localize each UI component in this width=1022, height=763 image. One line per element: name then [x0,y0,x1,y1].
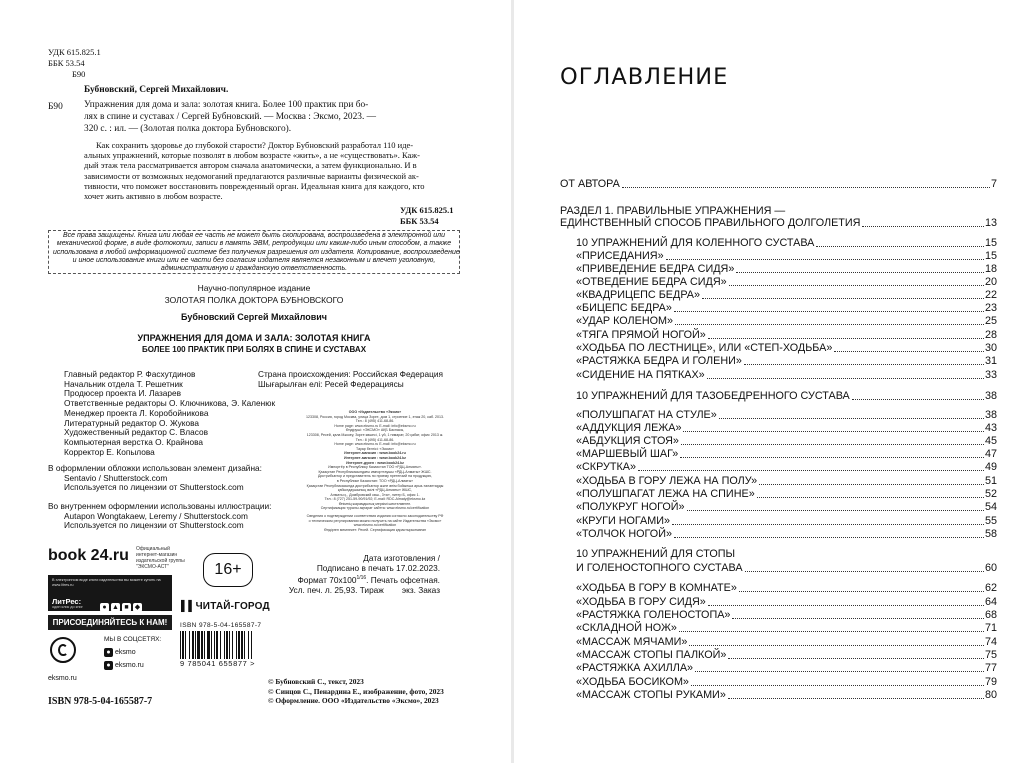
copyright-line: © Бубновский С., текст, 2023 [268,677,364,686]
rights-line: механической форме, в виде фотокопии, записи в память ЭВМ, репродукции или каким-либо иным способом, а также [56,240,452,248]
copyright-lines [268,677,444,706]
book-subtitle: БОЛЕЕ 100 ПРАКТИК ПРИ БОЛЯХ В СПИНЕ И СУСТАВАХ [141,345,367,354]
toc-entry[interactable] [576,562,997,574]
toc-entry-title: «ТОЛЧОК НОГОЙ» [576,528,672,540]
inner-credit-line: Autapon Wongtakaew, Leremy / Shutterstock.com [64,510,248,521]
credits-list [64,370,275,457]
toc-entry-title: 10 УПРАЖНЕНИЙ ДЛЯ КОЛЕННОГО СУСТАВА [576,237,815,249]
toc-entry-page: 62 [984,582,997,594]
publisher-line: 123308, Россия, город Москва, улица Зорге, дом 1, строение 1, этаж 20, каб. 2013. [306,414,444,419]
toc-entry[interactable] [576,315,997,327]
toc-entry-title: «ПРИСЕДАНИЯ» [576,250,664,262]
toc-entry-line1: РАЗДЕЛ 1. ПРАВИЛЬНЫЕ УПРАЖНЕНИЯ — [560,205,786,217]
toc-entry[interactable] [576,263,997,275]
toc-entry-page: 58 [984,528,997,540]
toc-entry[interactable] [560,217,997,229]
toc-entry-page: 33 [984,369,997,381]
publisher-line: в Республике Казахстан: ТОО «РДЦ-Алматы» [336,478,414,483]
toc-leader [732,618,984,619]
toc-leader [862,226,984,227]
toc-entry-title: 10 УПРАЖНЕНИЙ ДЛЯ ТАЗОБЕДРЕННОГО СУСТАВА [576,390,850,402]
book24-desc-line: издательской группы [136,558,185,564]
date-made: Дата изготовления / [363,553,440,563]
book-title: УПРАЖНЕНИЯ ДЛЯ ДОМА И ЗАЛА: ЗОЛОТАЯ КНИГА [137,333,371,343]
toc-entry-title: «ХОДЬБА ПО ЛЕСТНИЦЕ», ИЛИ «СТЕП-ХОДЬБА» [576,342,833,354]
publisher-line: Дистрибьютор и представитель по приему претензий на продукцию, [317,474,433,479]
toc-entry-title: «АДДУКЦИЯ ЛЕЖА» [576,422,682,434]
signed-date: Подписано в печать 17.02.2023. [316,563,440,574]
eksmo-logo-icon [50,637,76,663]
credit-line: Литературный редактор О. Жукова [64,417,200,428]
toc-entry[interactable] [576,636,997,648]
toc-entry[interactable] [576,622,997,634]
toc-entry-page: 71 [984,622,997,634]
toc-entry-title: «РАСТЯЖКА АХИЛЛА» [576,662,694,674]
toc-entry-title: «МАССАЖ СТОПЫ ПАЛКОЙ» [576,649,727,661]
toc-entry-page: 77 [984,662,997,674]
toc-entry[interactable] [576,250,997,262]
toc-leader [757,497,984,498]
book24-logo: book 24.ru [48,547,129,564]
toc-entry-title: «АБДУКЦИЯ СТОЯ» [576,435,679,447]
social-site-label: eksmo.ru [115,662,144,669]
toc-entry-title: «СИДЕНИЕ НА ПЯТКАХ» [576,369,705,381]
cover-credit-line: Sentavio / Shutterstock.com [64,472,168,483]
toc-leader [695,671,984,672]
toc-entry[interactable] [576,237,997,249]
bbk-code-bottom: ББК 53.54 [400,216,439,226]
toc-entry[interactable] [576,390,997,402]
publisher-line: www.eksmo.ru/certification [353,523,397,528]
publisher-line: Интернет-магазин : www.book24.kz [344,455,406,460]
publisher-line: Тел.: 8 (727) 251-59-90/91/92; E-mail: RDC-Almaty@eksmo.kz [324,497,426,502]
toc-page [514,0,1022,763]
toc-leader [672,524,984,525]
cover-credit-line: В оформлении обложки использован элемент дизайна: [48,463,262,473]
toc-entry[interactable] [576,409,997,421]
toc-entry-title: «ХОДЬБА В ГОРУ СИДЯ» [576,596,706,608]
toc-leader [728,698,984,699]
toc-entry-title: «МАССАЖ МЯЧАМИ» [576,636,688,648]
toc-entry[interactable] [576,422,997,434]
rights-line: и иное использование книги или ее части без согласия издателя является незаконным и влечет уголовную, [72,256,436,264]
toc-entry-title: «ПОЛУКРУГ НОГОЙ» [576,501,685,513]
annotation-line: хочет жить активно в любом возрасте. [84,191,223,202]
publisher-line: Тел.: 8 (495) 411-68-86. [355,437,395,442]
toc-entry-page: 15 [984,250,997,262]
toc-entry-title: «КРУГИ НОГАМИ» [576,515,671,527]
toc-entry-page: 43 [984,422,997,434]
annotation-line: альных упражнений, которые позволят в любом возрасте «жить», а не «существовать». Каж- [84,150,420,161]
social-vk-label: eksmo [115,649,136,656]
publisher-line: Импортёр в Республику Казахстан ТОО «РДЦ-Алматы». [328,465,422,470]
toc-leader [638,470,984,471]
toc-leader [666,259,984,260]
toc-entry-page: 38 [984,409,997,421]
publisher-line: Тел.: 8 (495) 411-68-86. [355,419,395,424]
toc-entry-title: ЕДИНСТВЕННЫЙ СПОСОБ ПРАВИЛЬНОГО ДОЛГОЛЕТИЯ [560,217,861,229]
toc-entry-page: 80 [984,689,997,701]
toc-leader [681,444,984,445]
catalog-bib-line-1: Упражнения для дома и зала: золотая книга. Более 100 практик при бо- [84,100,369,110]
toc-leader [683,431,984,432]
bookshelf-icon: ▌▌ [181,601,196,612]
toc-entry-title: «ХОДЬБА БОСИКОМ» [576,676,689,688]
publisher-line: Сведения о подтверждении соответствия издания согласно законодательству РФ [306,514,444,519]
book24-desc-line: интернет-магазин [136,552,178,558]
cover-credit [48,464,262,493]
publisher-line: Өндірген мемлекет: Ресей. Сертификация қарастырылмаған [324,527,426,532]
isbn: ISBN 978-5-04-165587-7 [48,696,153,707]
credit-line: Компьютерная верстка О. Крайнова [64,436,204,447]
toc-leader [674,537,984,538]
barcode [180,631,268,659]
rights-line: административную и гражданскую ответственность. [160,265,348,273]
toc-entry-title: «ХОДЬБА В ГОРУ ЛЕЖА НА ПОЛУ» [576,475,758,487]
publisher-line: Home page: www.eksmo.ru E-mail: info@eksmo.ru [334,442,416,447]
copyright-line: © Синцов С., Пенардина Е., изображение, фото, 2023 [268,686,444,696]
toc-leader [679,631,984,632]
toc-leader [691,685,984,686]
toc-leader [708,338,984,339]
toc-entry-page: 68 [984,609,997,621]
toc-entry-page: 74 [984,636,997,648]
publisher-line: о техническом регулировании можно получить на сайте Издательства «Эксмо» [308,518,442,523]
toc-entry[interactable] [576,609,997,621]
toc-leader [674,311,984,312]
print-type: . Печать офсетная. [366,575,440,586]
usl-text: Усл. печ. л. 25,93. Тираж [288,585,384,596]
toc-entry-title: «БИЦЕПС БЕДРА» [576,302,672,314]
catalog-bib-line-2: лях в спине и суставах / Сергей Бубновский. — Москва : Эксмо, 2023. — [84,112,377,122]
credit-line: Главный редактор Р. Фасхутдинов [64,369,196,379]
toc-entry-line1: 10 УПРАЖНЕНИЙ ДЛЯ СТОПЫ [576,548,736,560]
toc-entry-title: «ПОЛУШПАГАТ ЛЕЖА НА СПИНЕ» [576,488,755,500]
toc-entry-title: «ОТВЕДЕНИЕ БЕДРА СИДЯ» [576,276,727,288]
inner-credit-line: Во внутреннем оформлении использованы иллюстрации: [48,501,272,511]
toc-entry[interactable] [576,676,997,688]
toc-entry-title: ОТ АВТОРА [560,178,620,190]
toc-entry-page: 52 [984,488,997,500]
toc-leader [816,246,984,247]
chitay-gorod-label: ЧИТАЙ-ГОРОД [195,601,270,612]
vk-icon: ● [104,648,113,657]
toc-entry[interactable] [576,461,997,473]
litres-logo: ЛитРес: [52,597,82,606]
format-text: Формат 70х100 [297,575,357,586]
toc-entry[interactable] [576,515,997,527]
toc-leader [744,364,984,365]
social-title: МЫ В СОЦСЕТЯХ: [104,636,162,643]
join-us-banner: ПРИСОЕДИНЯЙТЕСЬ К НАМ! [48,615,172,630]
toc-entry[interactable] [576,501,997,513]
toc-entry-page: 75 [984,649,997,661]
book24-desc-line: "ЭКСМО-АСТ" [136,564,169,570]
publisher-line: ООО «Издательство «Эксмо» [348,410,402,414]
toc-entry[interactable] [576,355,997,367]
toc-entry-page: 25 [984,315,997,327]
toc-entry-page: 7 [990,178,997,190]
toc-entry[interactable] [576,435,997,447]
publisher-line: Өндіруші: «ЭКСМО» АҚБ Баспасы, [345,428,405,433]
toc-leader [834,351,984,352]
toc-entry-page: 45 [984,435,997,447]
toc-entry-page: 15 [984,237,997,249]
toc-entry-title: И ГОЛЕНОСТОПНОГО СУСТАВА [576,562,743,574]
toc-entry[interactable] [576,329,997,341]
inner-credit [48,502,271,531]
annotation-line: Как сохранить здоровье до глубокой старости? Доктор Бубновский разработал 110 иде- [96,140,414,150]
toc-leader [729,285,984,286]
toc-leader [675,324,984,325]
toc-entry-page: 51 [984,475,997,487]
social-vk [104,648,136,657]
toc-leader [728,658,984,659]
bbk-code: ББК 53.54 [48,58,85,68]
toc-entry-title: «СКЛАДНОЙ НОЖ» [576,622,677,634]
toc-entry-title: «УДАР КОЛЕНОМ» [576,315,674,327]
toc-entry-page: 55 [984,515,997,527]
toc-leader [719,418,984,419]
format-fraction: 1/16 [356,575,367,582]
catalog-author-heading: Бубновский, Сергей Михайлович. [84,85,229,95]
toc-entry-title: «МАССАЖ СТОПЫ РУКАМИ» [576,689,726,701]
toc-entry[interactable] [576,289,997,301]
catalog-bib-line-3: 320 с. : ил. — (Золотая полка доктора Бубновского). [84,124,292,134]
toc-entry-title: «КВАДРИЦЕПС БЕДРА» [576,289,701,301]
rights-line: Все права защищены. Книга или любая ее часть не может быть скопирована, воспроизведена в электронной или [62,232,446,239]
toc-leader [739,591,984,592]
copyright-notice-box [48,230,460,274]
toc-entry-page: 20 [984,276,997,288]
barcode-digits: 9 785041 655877 > [180,659,256,668]
toc-leader [687,510,984,511]
toc-entry-page: 22 [984,289,997,301]
toc-entry[interactable] [576,689,997,701]
toc-entry-page: 79 [984,676,997,688]
toc-entry[interactable] [560,178,997,190]
app-store-icons [100,596,144,614]
toc-leader [759,484,984,485]
toc-entry-page: 49 [984,461,997,473]
toc-entry[interactable] [576,475,997,487]
annotation-line: дый этаж тела рассматривается автором сначала анатомически, а затем функционально. И в [84,160,417,171]
toc-leader [689,645,984,646]
toc-leader [680,457,984,458]
credit-line: Художественный редактор С. Власов [64,427,209,438]
toc-entry-title: «СКРУТКА» [576,461,637,473]
country-of-origin: Страна происхождения: Российская Федерация [258,369,443,379]
eksmo-site: eksmo.ru [48,675,77,682]
toc-leader [707,378,984,379]
book24-description [136,546,185,570]
toc-entry-page: 18 [984,263,997,275]
toc-entry-title: «ХОДЬБА В ГОРУ В КОМНАТЕ» [576,582,737,594]
print-info [280,553,440,596]
toc-entry[interactable] [576,662,997,674]
toc-leader [708,605,984,606]
ekz-text: экз. Заказ [401,585,440,596]
usl-line [280,585,440,595]
series-label: ЗОЛОТАЯ ПОЛКА ДОКТОРА БУБНОВСКОГО [164,295,344,305]
toc-entry[interactable] [576,276,997,288]
toc-entry-title: «МАРШЕВЫЙ ШАГ» [576,448,679,460]
toc-entry-page: 60 [984,562,997,574]
toc-leader [622,187,990,188]
publisher-line: Қазақстан Республикасындағы импорттаушы «РДЦ-Алматы» ЖШС. [318,469,432,474]
social-site [104,661,144,670]
android-icon: ▲ [112,603,119,611]
credit-line: Корректор Е. Копылова [64,446,155,457]
author-mark-side: Б90 [48,102,63,112]
chitay-gorod-logo [181,601,270,612]
author-name: Бубновский Сергей Михайлович [181,312,327,322]
toc-entry[interactable] [576,342,997,354]
copyright-line: © Оформление. ООО «Издательство «Эксмо», 2023 [268,696,439,705]
udk-code: УДК 615.825.1 [48,47,101,57]
country-of-origin-kz: Шығарылған елі: Ресей Федерациясы [258,379,404,389]
cover-credit-line: Используется по лицензии от Shutterstock.com [64,482,244,493]
publisher-line: Интернет-магазин : www.book24.ru [344,451,406,456]
toc-entry-page: 23 [984,302,997,314]
toc-entry-title: «РАСТЯЖКА ГОЛЕНОСТОПА» [576,609,731,621]
publisher-line: Сертификация туралы ақпарат сайтта: www.eksmo.ru/certification [320,506,430,511]
toc-leader [736,272,984,273]
annotation [84,140,464,201]
toc-entry-page: 64 [984,596,997,608]
annotation-line: зависимости от возможных недомоганий предлагаются различные варианты физической ак- [84,170,419,181]
toc-entry[interactable] [576,528,997,540]
litres-tagline: один клик до книг [52,605,83,609]
toc-entry-title: «ПРИВЕДЕНИЕ БЕДРА СИДЯ» [576,263,735,275]
barcode-isbn-label: ISBN 978-5-04-165587-7 [180,622,262,629]
toc-entry-title: «РАСТЯЖКА БЕДРА И ГОЛЕНИ» [576,355,742,367]
annotation-line: тивности, что поможет восстановить поврежденный орган. Идеальная книга для каждого, кто [84,180,425,191]
credit-line: Ответственные редакторы О. Ключникова, Э. Каленюк [64,398,276,409]
windows-icon: ■ [122,603,131,612]
toc-entry-page: 47 [984,448,997,460]
toc-entry-page: 30 [984,342,997,354]
toc-entry-page: 54 [984,501,997,513]
toc-leader [852,399,984,400]
toc-entry-page: 31 [984,355,997,367]
publisher-line: Қазақстан Республикасында дистрибьютор және өнім бойынша арыз-талаптарды [306,483,444,488]
publisher-block [282,410,468,532]
author-mark: Б90 [72,69,86,79]
huawei-icon: ◆ [134,603,141,611]
toc-leader [702,298,984,299]
toc-title: ОГЛАВЛЕНИЕ [560,64,729,90]
toc-entry-page: 28 [984,329,997,341]
toc-entry-page: 13 [984,217,997,229]
format-line [280,573,440,585]
publisher-line: Өнімнің жарамдылық мерзімі шектелмеген. [338,501,412,506]
credit-line: Продюсер проекта И. Лазарев [64,388,182,399]
toc-leader [745,571,984,572]
litres-banner [48,575,172,611]
inner-credit-line: Используется по лицензии от Shutterstock.com [64,520,244,531]
apple-icon: ● [100,603,109,612]
toc-entry-title: «ПОЛУШПАГАТ НА СТУЛЕ» [576,409,717,421]
publisher-line: 123308, Ресей, қала Мәскеу, Зорге көшесі, 1 үй, 1 ғимарат, 20 қабат, офис 2013 ж. [306,432,444,437]
age-rating-badge: 16+ [203,553,253,587]
toc-entry[interactable] [576,448,997,460]
udk-code-bottom: УДК 615.825.1 [400,205,454,215]
globe-icon: ● [104,661,113,670]
toc-entry-title: «ТЯГА ПРЯМОЙ НОГОЙ» [576,329,706,341]
toc-entry-page: 38 [984,390,997,402]
toc-entry[interactable] [576,582,997,594]
toc-entry[interactable] [576,649,997,661]
publisher-line: Интернет-дүкен : www.book24.kz [346,460,404,465]
publisher-line: Алматы қ., Домбровский көш., 3«а», литер Б, офис 1. [330,492,420,497]
publisher-line: Home page: www.eksmo.ru E-mail: info@eksmo.ru [334,423,416,428]
toc-entry[interactable] [576,302,997,314]
toc-entry[interactable] [576,488,997,500]
genre-label: Научно-популярное издание [197,283,311,293]
book24-desc-line: Официальный [136,546,170,552]
toc-entry[interactable] [576,369,997,381]
credit-line: Менеджер проекта Л. Коробойникова [64,407,209,418]
rights-line: использована в любой информационной системе без получения разрешения от издателя. Копирование, воспроизведение [53,248,460,256]
ebook-notice: В электронном виде книги издательства вы можете купить на www.litres.ru [52,578,161,587]
publisher-line: Тауар белгісі: «Эксмо» [356,446,394,451]
credit-line: Начальник отдела Т. Решетник [64,378,183,389]
toc-entry[interactable] [576,596,997,608]
publisher-line: қабылдаушының өкілі «РДЦ-Алматы» ЖШС, [337,488,413,493]
